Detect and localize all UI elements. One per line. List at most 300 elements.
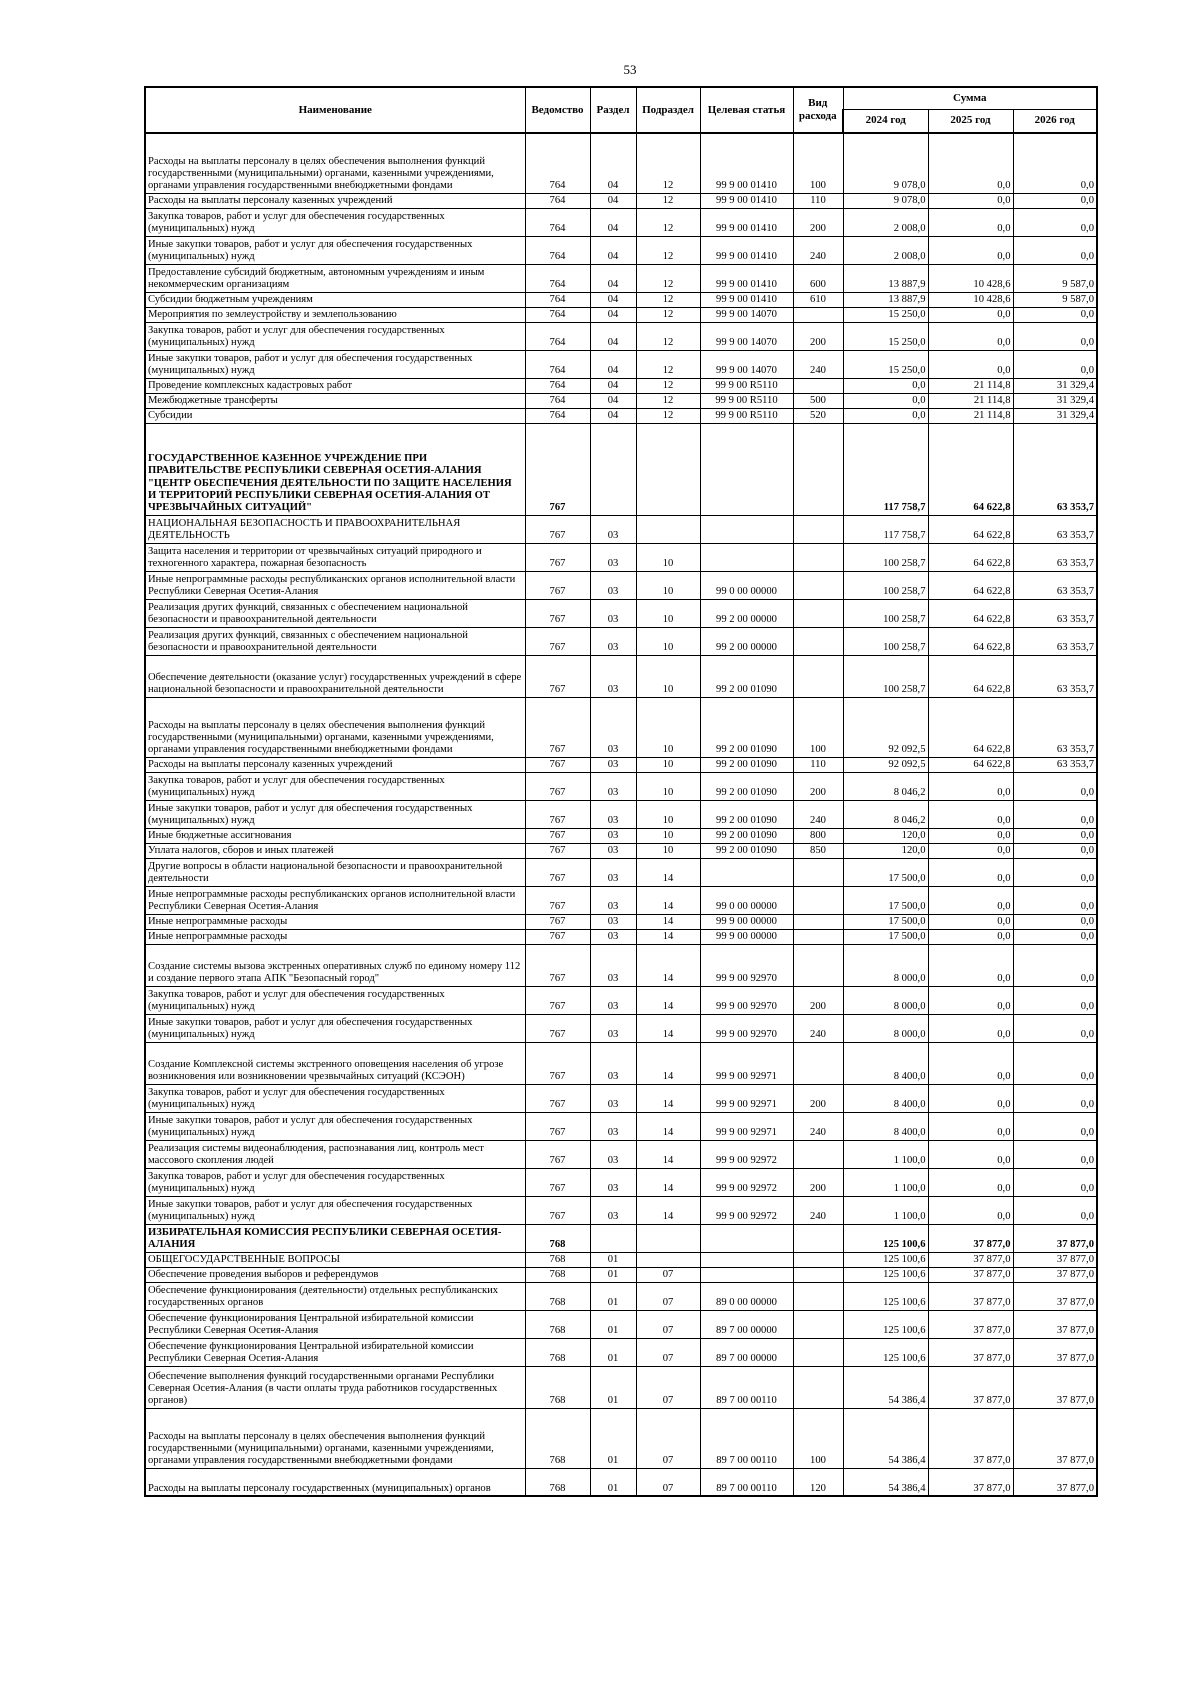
table-row [145,1014,1097,1042]
department-cell: 767 [525,914,590,929]
amount-2024-cell: 125 100,6 [843,1310,928,1338]
department-cell: 767 [525,599,590,627]
amount-2025-cell: 0,0 [928,944,1013,986]
row-name-cell: Расходы на выплаты персоналу в целях обеспечения выполнения функций государственными (муниципальными) органами, казенными учреждениями, органами управления государственными внебюджетными фондами [145,1408,525,1468]
amount-2026-cell: 0,0 [1013,350,1097,378]
target-cell: 99 0 00 00000 [700,571,793,599]
table-row [145,1112,1097,1140]
table-row [145,236,1097,264]
amount-2026-cell: 63 353,7 [1013,571,1097,599]
subsection-cell: 10 [636,655,700,697]
subsection-cell: 10 [636,800,700,828]
subsection-cell: 07 [636,1282,700,1310]
expense-type-cell: 200 [793,772,843,800]
expense-type-cell: 800 [793,828,843,843]
row-name-cell: Иные закупки товаров, работ и услуг для обеспечения государственных (муниципальных) нужд [145,800,525,828]
table-row [145,858,1097,886]
row-name-cell: Проведение комплексных кадастровых работ [145,378,525,393]
amount-2024-cell: 15 250,0 [843,350,928,378]
target-cell: 99 9 00 92970 [700,986,793,1014]
target-cell: 99 9 00 01410 [700,193,793,208]
subsection-cell: 12 [636,393,700,408]
section-cell: 01 [590,1282,636,1310]
table-row [145,1168,1097,1196]
amount-2025-cell: 0,0 [928,236,1013,264]
section-cell: 04 [590,378,636,393]
amount-2025-cell: 0,0 [928,193,1013,208]
amount-2026-cell: 0,0 [1013,914,1097,929]
amount-2025-cell: 0,0 [928,1112,1013,1140]
expense-type-cell [793,886,843,914]
amount-2024-cell: 125 100,6 [843,1338,928,1366]
amount-2026-cell: 0,0 [1013,322,1097,350]
expense-type-cell [793,1366,843,1408]
target-cell [700,1252,793,1267]
row-name-cell: Защита населения и территории от чрезвычайных ситуаций природного и техногенного характера, пожарная безопасность [145,543,525,571]
row-name-cell: Создание системы вызова экстренных оперативных служб по единому номеру 112 и создание первого этапа АПК "Безопасный город" [145,944,525,986]
table-row [145,571,1097,599]
table-body [145,133,1097,1496]
expense-type-cell [793,1267,843,1282]
department-cell: 768 [525,1310,590,1338]
section-cell [590,423,636,515]
table-row [145,929,1097,944]
amount-2024-cell: 8 400,0 [843,1112,928,1140]
subsection-cell: 14 [636,944,700,986]
expense-type-cell [793,1282,843,1310]
row-name-cell: Расходы на выплаты персоналу казенных учреждений [145,757,525,772]
section-cell: 01 [590,1310,636,1338]
amount-2024-cell: 8 400,0 [843,1084,928,1112]
section-cell: 03 [590,800,636,828]
table-row [145,322,1097,350]
table-row [145,543,1097,571]
department-cell: 767 [525,828,590,843]
row-name-cell: Иные непрограммные расходы [145,929,525,944]
department-cell: 767 [525,843,590,858]
section-cell: 03 [590,1112,636,1140]
department-cell: 764 [525,264,590,292]
table-row [145,1338,1097,1366]
subsection-cell: 12 [636,193,700,208]
amount-2024-cell: 9 078,0 [843,193,928,208]
amount-2024-cell: 92 092,5 [843,697,928,757]
table-row [145,1310,1097,1338]
subsection-cell: 07 [636,1468,700,1496]
subsection-cell: 10 [636,543,700,571]
amount-2026-cell: 31 329,4 [1013,408,1097,423]
amount-2025-cell: 21 114,8 [928,408,1013,423]
subsection-cell: 12 [636,236,700,264]
row-name-cell: Иные закупки товаров, работ и услуг для обеспечения государственных (муниципальных) нужд [145,350,525,378]
table-row [145,886,1097,914]
amount-2026-cell: 0,0 [1013,772,1097,800]
target-cell: 99 9 00 00000 [700,929,793,944]
amount-2025-cell: 0,0 [928,843,1013,858]
target-cell: 99 9 00 92972 [700,1196,793,1224]
target-cell: 99 9 00 R5110 [700,408,793,423]
section-cell: 03 [590,772,636,800]
row-name-cell: Обеспечение проведения выборов и референдумов [145,1267,525,1282]
subsection-cell [636,1252,700,1267]
header-section: Раздел [590,87,636,133]
department-cell: 767 [525,515,590,543]
department-cell: 767 [525,655,590,697]
department-cell: 764 [525,393,590,408]
amount-2024-cell: 9 078,0 [843,133,928,193]
amount-2026-cell: 37 877,0 [1013,1468,1097,1496]
department-cell: 764 [525,193,590,208]
amount-2024-cell: 8 046,2 [843,800,928,828]
header-2024: 2024 год [843,109,928,133]
table-row [145,1140,1097,1168]
table-row [145,1267,1097,1282]
table-row [145,515,1097,543]
target-cell: 99 2 00 01090 [700,772,793,800]
section-cell: 03 [590,1084,636,1112]
subsection-cell: 07 [636,1338,700,1366]
subsection-cell: 10 [636,828,700,843]
amount-2026-cell: 37 877,0 [1013,1366,1097,1408]
subsection-cell: 07 [636,1366,700,1408]
subsection-cell: 07 [636,1310,700,1338]
subsection-cell: 14 [636,858,700,886]
target-cell: 99 9 00 01410 [700,208,793,236]
amount-2025-cell: 0,0 [928,772,1013,800]
target-cell: 99 9 00 14070 [700,350,793,378]
subsection-cell: 14 [636,1112,700,1140]
target-cell: 99 9 00 01410 [700,292,793,307]
amount-2026-cell: 37 877,0 [1013,1267,1097,1282]
subsection-cell: 12 [636,322,700,350]
row-name-cell: Обеспечение выполнения функций государственными органами Республики Северная Осетия-Алания (в части оплаты труда работников государственных органов) [145,1366,525,1408]
header-2026: 2026 год [1013,109,1097,133]
department-cell: 764 [525,408,590,423]
row-name-cell: Закупка товаров, работ и услуг для обеспечения государственных (муниципальных) нужд [145,322,525,350]
expense-type-cell: 110 [793,757,843,772]
amount-2026-cell: 0,0 [1013,236,1097,264]
row-name-cell: Расходы на выплаты персоналу в целях обеспечения выполнения функций государственными (муниципальными) органами, казенными учреждениями, органами управления государственными внебюджетными фондами [145,133,525,193]
amount-2024-cell: 0,0 [843,408,928,423]
table-row [145,193,1097,208]
row-name-cell: Расходы на выплаты персоналу в целях обеспечения выполнения функций государственными (муниципальными) органами, казенными учреждениями, органами управления государственными внебюджетными фондами [145,697,525,757]
department-cell: 764 [525,307,590,322]
subsection-cell: 14 [636,1168,700,1196]
target-cell: 99 2 00 01090 [700,697,793,757]
row-name-cell: Обеспечение деятельности (оказание услуг) государственных учреждений в сфере национальной безопасности и правоохранительной деятельности [145,655,525,697]
department-cell: 767 [525,627,590,655]
subsection-cell: 10 [636,772,700,800]
row-name-cell: ГОСУДАРСТВЕННОЕ КАЗЕННОЕ УЧРЕЖДЕНИЕ ПРИ ПРАВИТЕЛЬСТВЕ РЕСПУБЛИКИ СЕВЕРНАЯ ОСЕТИЯ-АЛАНИЯ "ЦЕНТР ОБЕСПЕЧЕНИЯ ДЕЯТЕЛЬНОСТИ ПО ЗАЩИТЕ НАСЕЛЕНИЯ И ТЕРРИТОРИЙ РЕСПУБЛИКИ СЕВЕРНАЯ ОСЕТИЯ-АЛАНИЯ ОТ ЧРЕЗВЫЧАЙНЫХ СИТУАЦИЙ" [145,423,525,515]
expense-type-cell [793,1338,843,1366]
amount-2026-cell: 37 877,0 [1013,1338,1097,1366]
section-cell: 03 [590,599,636,627]
subsection-cell: 14 [636,1196,700,1224]
expense-type-cell: 240 [793,1112,843,1140]
target-cell: 99 9 00 92971 [700,1112,793,1140]
row-name-cell: Субсидии [145,408,525,423]
amount-2025-cell: 37 877,0 [928,1338,1013,1366]
row-name-cell: Иные бюджетные ассигнования [145,828,525,843]
target-cell [700,515,793,543]
department-cell: 767 [525,800,590,828]
amount-2025-cell: 64 622,8 [928,599,1013,627]
department-cell: 767 [525,929,590,944]
amount-2025-cell: 0,0 [928,914,1013,929]
target-cell: 99 2 00 00000 [700,599,793,627]
table-row [145,697,1097,757]
table-row [145,1196,1097,1224]
amount-2025-cell: 64 622,8 [928,571,1013,599]
target-cell: 99 2 00 01090 [700,828,793,843]
amount-2024-cell: 0,0 [843,378,928,393]
amount-2026-cell: 0,0 [1013,208,1097,236]
row-name-cell: Закупка товаров, работ и услуг для обеспечения государственных (муниципальных) нужд [145,986,525,1014]
table-row [145,423,1097,515]
table-row [145,1042,1097,1084]
section-cell: 03 [590,543,636,571]
amount-2026-cell: 63 353,7 [1013,543,1097,571]
table-row [145,133,1097,193]
subsection-cell: 10 [636,627,700,655]
target-cell: 99 9 00 01410 [700,133,793,193]
amount-2025-cell: 0,0 [928,1140,1013,1168]
section-cell: 03 [590,697,636,757]
expense-type-cell: 610 [793,292,843,307]
expense-type-cell: 110 [793,193,843,208]
section-cell: 01 [590,1267,636,1282]
amount-2026-cell: 9 587,0 [1013,264,1097,292]
amount-2024-cell: 125 100,6 [843,1282,928,1310]
table-row [145,772,1097,800]
expense-type-cell [793,1252,843,1267]
amount-2024-cell: 100 258,7 [843,571,928,599]
amount-2024-cell: 8 000,0 [843,986,928,1014]
amount-2024-cell: 1 100,0 [843,1140,928,1168]
section-cell: 03 [590,655,636,697]
row-name-cell: Реализация других функций, связанных с обеспечением национальной безопасности и правоохранительной деятельности [145,599,525,627]
row-name-cell: Иные закупки товаров, работ и услуг для обеспечения государственных (муниципальных) нужд [145,1112,525,1140]
amount-2025-cell: 37 877,0 [928,1267,1013,1282]
amount-2025-cell: 37 877,0 [928,1310,1013,1338]
subsection-cell: 10 [636,757,700,772]
amount-2024-cell: 117 758,7 [843,515,928,543]
row-name-cell: Создание Комплексной системы экстренного оповещения населения об угрозе возникновения или возникновении чрезвычайных ситуаций (КСЭОН) [145,1042,525,1084]
amount-2025-cell: 37 877,0 [928,1468,1013,1496]
expense-type-cell: 240 [793,800,843,828]
table-row [145,408,1097,423]
section-cell: 04 [590,322,636,350]
amount-2024-cell: 15 250,0 [843,307,928,322]
amount-2026-cell: 63 353,7 [1013,515,1097,543]
expense-type-cell: 850 [793,843,843,858]
department-cell: 767 [525,772,590,800]
amount-2024-cell: 1 100,0 [843,1168,928,1196]
section-cell: 04 [590,193,636,208]
section-cell [590,1224,636,1252]
section-cell: 03 [590,571,636,599]
subsection-cell: 14 [636,1014,700,1042]
table-row [145,800,1097,828]
target-cell: 99 2 00 01090 [700,800,793,828]
amount-2024-cell: 8 000,0 [843,944,928,986]
subsection-cell: 14 [636,1042,700,1084]
amount-2026-cell: 0,0 [1013,1042,1097,1084]
section-cell: 01 [590,1366,636,1408]
expense-type-cell [793,599,843,627]
department-cell: 768 [525,1338,590,1366]
section-cell: 01 [590,1338,636,1366]
expense-type-cell: 120 [793,1468,843,1496]
amount-2026-cell: 0,0 [1013,828,1097,843]
target-cell: 99 9 00 92970 [700,1014,793,1042]
expense-type-cell: 200 [793,208,843,236]
section-cell: 01 [590,1252,636,1267]
section-cell: 04 [590,307,636,322]
amount-2024-cell: 54 386,4 [843,1366,928,1408]
department-cell: 767 [525,1014,590,1042]
section-cell: 04 [590,292,636,307]
target-cell: 99 9 00 R5110 [700,378,793,393]
target-cell: 99 9 00 92971 [700,1042,793,1084]
subsection-cell: 12 [636,264,700,292]
section-cell: 03 [590,1140,636,1168]
target-cell: 99 9 00 92970 [700,944,793,986]
target-cell: 99 2 00 01090 [700,843,793,858]
expense-type-cell [793,307,843,322]
amount-2024-cell: 8 046,2 [843,772,928,800]
amount-2024-cell: 17 500,0 [843,929,928,944]
department-cell: 768 [525,1252,590,1267]
expense-type-cell: 100 [793,133,843,193]
amount-2025-cell: 64 622,8 [928,543,1013,571]
department-cell: 764 [525,322,590,350]
expense-type-cell [793,944,843,986]
amount-2026-cell: 37 877,0 [1013,1252,1097,1267]
table-row [145,944,1097,986]
department-cell: 767 [525,1168,590,1196]
expense-type-cell: 240 [793,236,843,264]
section-cell: 03 [590,1014,636,1042]
section-cell: 03 [590,944,636,986]
department-cell: 767 [525,1084,590,1112]
amount-2026-cell: 37 877,0 [1013,1408,1097,1468]
amount-2024-cell: 125 100,6 [843,1224,928,1252]
target-cell: 99 0 00 00000 [700,886,793,914]
expense-type-cell [793,914,843,929]
amount-2024-cell: 100 258,7 [843,655,928,697]
amount-2025-cell: 0,0 [928,1168,1013,1196]
amount-2025-cell: 0,0 [928,322,1013,350]
row-name-cell: Расходы на выплаты персоналу государственных (муниципальных) органов [145,1468,525,1496]
table-row [145,1084,1097,1112]
target-cell: 99 9 00 01410 [700,236,793,264]
expense-type-cell [793,571,843,599]
department-cell: 764 [525,378,590,393]
row-name-cell: Иные закупки товаров, работ и услуг для обеспечения государственных (муниципальных) нужд [145,1196,525,1224]
subsection-cell: 12 [636,133,700,193]
expense-type-cell: 520 [793,408,843,423]
section-cell: 04 [590,133,636,193]
table-row [145,655,1097,697]
row-name-cell: Иные закупки товаров, работ и услуг для обеспечения государственных (муниципальных) нужд [145,1014,525,1042]
target-cell: 99 9 00 01410 [700,264,793,292]
department-cell: 767 [525,423,590,515]
table-row [145,1468,1097,1496]
target-cell: 99 9 00 R5110 [700,393,793,408]
table-row [145,307,1097,322]
target-cell: 99 2 00 01090 [700,757,793,772]
page-number: 53 [623,62,637,77]
department-cell: 768 [525,1282,590,1310]
department-cell: 767 [525,1196,590,1224]
amount-2026-cell: 37 877,0 [1013,1282,1097,1310]
subsection-cell: 12 [636,307,700,322]
amount-2025-cell: 64 622,8 [928,655,1013,697]
target-cell: 89 0 00 00000 [700,1282,793,1310]
amount-2024-cell: 120,0 [843,843,928,858]
row-name-cell: Реализация других функций, связанных с обеспечением национальной безопасности и правоохранительной деятельности [145,627,525,655]
amount-2025-cell: 0,0 [928,208,1013,236]
subsection-cell: 10 [636,599,700,627]
subsection-cell [636,423,700,515]
expense-type-cell: 200 [793,1084,843,1112]
target-cell [700,1224,793,1252]
section-cell: 03 [590,886,636,914]
amount-2025-cell: 10 428,6 [928,292,1013,307]
subsection-cell: 10 [636,571,700,599]
row-name-cell: Обеспечение функционирования Центральной избирательной комиссии Республики Северная Осетия-Алания [145,1338,525,1366]
header-2025: 2025 год [928,109,1013,133]
subsection-cell: 07 [636,1408,700,1468]
amount-2025-cell: 21 114,8 [928,393,1013,408]
subsection-cell: 14 [636,1084,700,1112]
amount-2025-cell: 64 622,8 [928,627,1013,655]
subsection-cell: 14 [636,914,700,929]
amount-2025-cell: 0,0 [928,858,1013,886]
row-name-cell: Предоставление субсидий бюджетным, автономным учреждениям и иным некоммерческим организациям [145,264,525,292]
department-cell: 767 [525,858,590,886]
section-cell: 01 [590,1468,636,1496]
section-cell: 03 [590,1196,636,1224]
department-cell: 767 [525,543,590,571]
table-row [145,1408,1097,1468]
department-cell: 767 [525,944,590,986]
amount-2026-cell: 63 353,7 [1013,599,1097,627]
table-row [145,843,1097,858]
row-name-cell: Закупка товаров, работ и услуг для обеспечения государственных (муниципальных) нужд [145,772,525,800]
target-cell [700,423,793,515]
target-cell: 89 7 00 00110 [700,1408,793,1468]
row-name-cell: НАЦИОНАЛЬНАЯ БЕЗОПАСНОСТЬ И ПРАВООХРАНИТЕЛЬНАЯ ДЕЯТЕЛЬНОСТЬ [145,515,525,543]
department-cell: 768 [525,1468,590,1496]
row-name-cell: Другие вопросы в области национальной безопасности и правоохранительной деятельности [145,858,525,886]
table-row [145,350,1097,378]
amount-2025-cell: 0,0 [928,1084,1013,1112]
row-name-cell: ОБЩЕГОСУДАРСТВЕННЫЕ ВОПРОСЫ [145,1252,525,1267]
department-cell: 767 [525,697,590,757]
amount-2025-cell: 0,0 [928,1042,1013,1084]
amount-2025-cell: 64 622,8 [928,515,1013,543]
amount-2026-cell: 0,0 [1013,986,1097,1014]
expense-type-cell [793,655,843,697]
section-cell: 03 [590,757,636,772]
department-cell: 767 [525,757,590,772]
subsection-cell: 12 [636,292,700,307]
table-row [145,378,1097,393]
amount-2026-cell: 0,0 [1013,193,1097,208]
amount-2026-cell: 9 587,0 [1013,292,1097,307]
